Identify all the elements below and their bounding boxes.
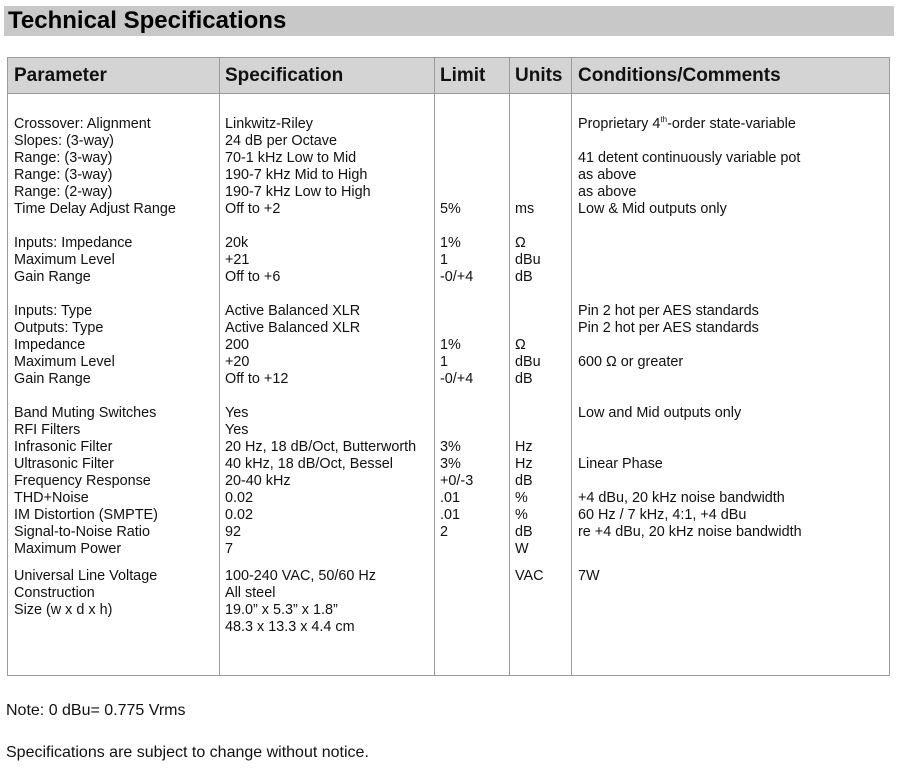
- cell-limit: [440, 541, 473, 558]
- cell-units: %: [515, 490, 528, 506]
- cell-parameter: [14, 619, 176, 636]
- cell-comments: [578, 235, 802, 252]
- cell-units: Hz: [515, 456, 533, 472]
- cell-limit: [440, 585, 473, 602]
- cell-limit: .01: [440, 490, 461, 506]
- cell-comments: Pin 2 hot per AES standards: [578, 320, 759, 336]
- cell-parameter: Impedance: [14, 337, 86, 353]
- group-spacer: [225, 218, 416, 235]
- limit-column: [440, 116, 473, 636]
- cell-specification: +21: [225, 252, 250, 268]
- group-spacer: [225, 388, 416, 405]
- specification-column: [225, 116, 416, 636]
- group-spacer: [515, 558, 544, 568]
- cell-parameter: Range: (3-way): [14, 150, 113, 166]
- cell-specification: Yes: [225, 405, 249, 421]
- group-spacer: [578, 388, 802, 405]
- cell-parameter: Range: (2-way): [14, 184, 113, 200]
- cell-specification: 200: [225, 337, 250, 353]
- cell-specification: 190-7 kHz Mid to High: [225, 167, 368, 183]
- cell-comments: Linear Phase: [578, 456, 663, 472]
- comments-column: [578, 116, 802, 636]
- cell-limit: [440, 422, 473, 439]
- cell-comments: as above: [578, 184, 637, 200]
- cell-specification: 92: [225, 524, 242, 540]
- cell-units: [515, 405, 544, 422]
- table-header: [8, 58, 889, 94]
- cell-parameter: Inputs: Impedance: [14, 235, 133, 251]
- cell-parameter: Signal-to-Noise Ratio: [14, 524, 150, 540]
- cell-parameter: Construction: [14, 585, 95, 601]
- cell-specification: 100-240 VAC, 50/60 Hz: [225, 568, 376, 584]
- group-spacer: [14, 218, 176, 235]
- cell-specification: 7: [225, 541, 234, 557]
- cell-parameter: Range: (3-way): [14, 167, 113, 183]
- cell-specification: 20-40 kHz: [225, 473, 291, 489]
- cell-specification: Yes: [225, 422, 249, 438]
- header-specification: Specification: [225, 65, 344, 86]
- group-spacer: [578, 558, 802, 568]
- group-spacer: [14, 558, 176, 568]
- cell-comments: 41 detent continuously variable pot: [578, 150, 801, 166]
- cell-specification: 40 kHz, 18 dB/Oct, Bessel: [225, 456, 393, 472]
- cell-parameter: Slopes: (3-way): [14, 133, 114, 149]
- cell-limit: -0/+4: [440, 269, 474, 285]
- cell-limit: [440, 405, 473, 422]
- group-spacer: [515, 218, 544, 235]
- cell-specification: 24 dB per Octave: [225, 133, 337, 149]
- cell-comments: [578, 269, 802, 286]
- cell-specification: All steel: [225, 585, 276, 601]
- cell-limit: [440, 150, 473, 167]
- column-divider: [509, 58, 510, 675]
- cell-limit: [440, 320, 473, 337]
- cell-parameter: Frequency Response: [14, 473, 151, 489]
- cell-parameter: Inputs: Type: [14, 303, 93, 319]
- header-parameter: Parameter: [14, 65, 107, 86]
- cell-units: Hz: [515, 439, 533, 455]
- cell-specification: Off to +2: [225, 201, 281, 217]
- cell-limit: [440, 619, 473, 636]
- cell-comments: [578, 439, 802, 456]
- cell-specification: 20k: [225, 235, 249, 251]
- cell-limit: 1: [440, 354, 449, 370]
- cell-units: [515, 320, 544, 337]
- column-divider: [219, 58, 220, 675]
- cell-specification: 190-7 kHz Low to High: [225, 184, 371, 200]
- cell-limit: 1%: [440, 337, 461, 353]
- cell-comments: [578, 602, 802, 619]
- group-spacer: [515, 286, 544, 303]
- cell-limit: 1: [440, 252, 449, 268]
- cell-limit: [440, 133, 473, 150]
- cell-parameter: RFI Filters: [14, 422, 81, 438]
- group-spacer: [225, 286, 416, 303]
- cell-limit: +0/-3: [440, 473, 474, 489]
- group-spacer: [515, 388, 544, 405]
- cell-specification: 19.0” x 5.3” x 1.8”: [225, 602, 338, 618]
- cell-units: [515, 167, 544, 184]
- column-divider: [434, 58, 435, 675]
- cell-parameter: Universal Line Voltage: [14, 568, 158, 584]
- header-units: Units: [515, 65, 563, 86]
- cell-limit: 3%: [440, 456, 461, 472]
- cell-units: [515, 116, 544, 133]
- cell-units: dB: [515, 269, 533, 285]
- page-title: Technical Specifications: [8, 7, 287, 34]
- cell-parameter: Size (w x d x h): [14, 602, 113, 618]
- cell-units: [515, 133, 544, 150]
- cell-comments: [578, 337, 802, 354]
- cell-units: [515, 184, 544, 201]
- cell-parameter: Crossover: Alignment: [14, 116, 151, 132]
- cell-parameter: IM Distortion (SMPTE): [14, 507, 158, 523]
- cell-specification: 0.02: [225, 490, 254, 506]
- group-spacer: [440, 218, 473, 235]
- cell-limit: -0/+4: [440, 371, 474, 387]
- cell-units: dB: [515, 371, 533, 387]
- cell-comments: [578, 585, 802, 602]
- cell-comments: 60 Hz / 7 kHz, 4:1, +4 dBu: [578, 507, 747, 523]
- cell-parameter: Gain Range: [14, 371, 91, 387]
- cell-units: dB: [515, 473, 533, 489]
- cell-parameter: Band Muting Switches: [14, 405, 157, 421]
- cell-comments: [578, 541, 802, 558]
- cell-comments: [578, 619, 802, 636]
- group-spacer: [440, 286, 473, 303]
- cell-specification: Linkwitz-Riley: [225, 116, 313, 132]
- parameter-column: [14, 116, 176, 636]
- cell-parameter: Gain Range: [14, 269, 91, 285]
- cell-units: W: [515, 541, 529, 557]
- cell-comments: [578, 371, 802, 388]
- group-spacer: [578, 218, 802, 235]
- cell-units: dB: [515, 524, 533, 540]
- cell-comments: [578, 252, 802, 269]
- cell-units: [515, 585, 544, 602]
- cell-units: Ω: [515, 235, 526, 251]
- cell-comments: Pin 2 hot per AES standards: [578, 303, 759, 319]
- cell-specification: +20: [225, 354, 250, 370]
- cell-specification: Off to +12: [225, 371, 289, 387]
- cell-parameter: Infrasonic Filter: [14, 439, 113, 455]
- cell-limit: [440, 167, 473, 184]
- cell-units: [515, 422, 544, 439]
- cell-limit: .01: [440, 507, 461, 523]
- cell-limit: 2: [440, 524, 449, 540]
- cell-parameter: Ultrasonic Filter: [14, 456, 114, 472]
- cell-units: VAC: [515, 568, 544, 584]
- units-column: [515, 116, 544, 636]
- cell-parameter: Maximum Level: [14, 354, 115, 370]
- dbu-note: Note: 0 dBu= 0.775 Vrms: [6, 702, 186, 719]
- cell-specification: 70-1 kHz Low to Mid: [225, 150, 357, 166]
- cell-units: dBu: [515, 354, 541, 370]
- cell-parameter: Maximum Power: [14, 541, 122, 557]
- cell-comments: Low and Mid outputs only: [578, 405, 742, 421]
- cell-parameter: Maximum Level: [14, 252, 115, 268]
- cell-specification: Off to +6: [225, 269, 281, 285]
- cell-comments: 600 Ω or greater: [578, 354, 684, 370]
- cell-specification: 48.3 x 13.3 x 4.4 cm: [225, 619, 355, 635]
- change-note: Specifications are subject to change without notice.: [6, 744, 369, 761]
- cell-limit: [440, 568, 473, 585]
- cell-comments: as above: [578, 167, 637, 183]
- cell-units: [515, 602, 544, 619]
- group-spacer: [14, 286, 176, 303]
- cell-units: ms: [515, 201, 535, 217]
- group-spacer: [225, 558, 416, 568]
- header-comments: Conditions/Comments: [578, 65, 781, 86]
- group-spacer: [14, 388, 176, 405]
- cell-units: Ω: [515, 337, 526, 353]
- cell-comments: Low & Mid outputs only: [578, 201, 727, 217]
- cell-limit: 3%: [440, 439, 461, 455]
- cell-limit: [440, 602, 473, 619]
- cell-specification: Active Balanced XLR: [225, 320, 361, 336]
- title-bar: [4, 6, 894, 36]
- cell-units: [515, 303, 544, 320]
- cell-parameter: Time Delay Adjust Range: [14, 201, 176, 217]
- cell-limit: [440, 184, 473, 201]
- cell-specification: Active Balanced XLR: [225, 303, 361, 319]
- cell-comments: [578, 473, 802, 490]
- cell-comments: [578, 422, 802, 439]
- cell-limit: [440, 303, 473, 320]
- group-spacer: [440, 558, 473, 568]
- cell-specification: 0.02: [225, 507, 254, 523]
- cell-limit: 5%: [440, 201, 461, 217]
- cell-units: [515, 619, 544, 636]
- cell-limit: 1%: [440, 235, 461, 251]
- cell-parameter: Outputs: Type: [14, 320, 104, 336]
- cell-comments: re +4 dBu, 20 kHz noise bandwidth: [578, 524, 802, 540]
- column-divider: [571, 58, 572, 675]
- cell-units: %: [515, 507, 528, 523]
- cell-limit: [440, 116, 473, 133]
- spec-table: [7, 57, 890, 676]
- cell-comments: 7W: [578, 568, 600, 584]
- group-spacer: [578, 286, 802, 303]
- cell-parameter: THD+Noise: [14, 490, 89, 506]
- group-spacer: [440, 388, 473, 405]
- cell-units: [515, 150, 544, 167]
- cell-specification: 20 Hz, 18 dB/Oct, Butterworth: [225, 439, 417, 455]
- cell-units: dBu: [515, 252, 541, 268]
- cell-comments: Proprietary 4th-order state-variable: [578, 115, 796, 132]
- cell-comments: +4 dBu, 20 kHz noise bandwidth: [578, 490, 785, 506]
- cell-comments: [578, 133, 802, 150]
- header-limit: Limit: [440, 65, 486, 86]
